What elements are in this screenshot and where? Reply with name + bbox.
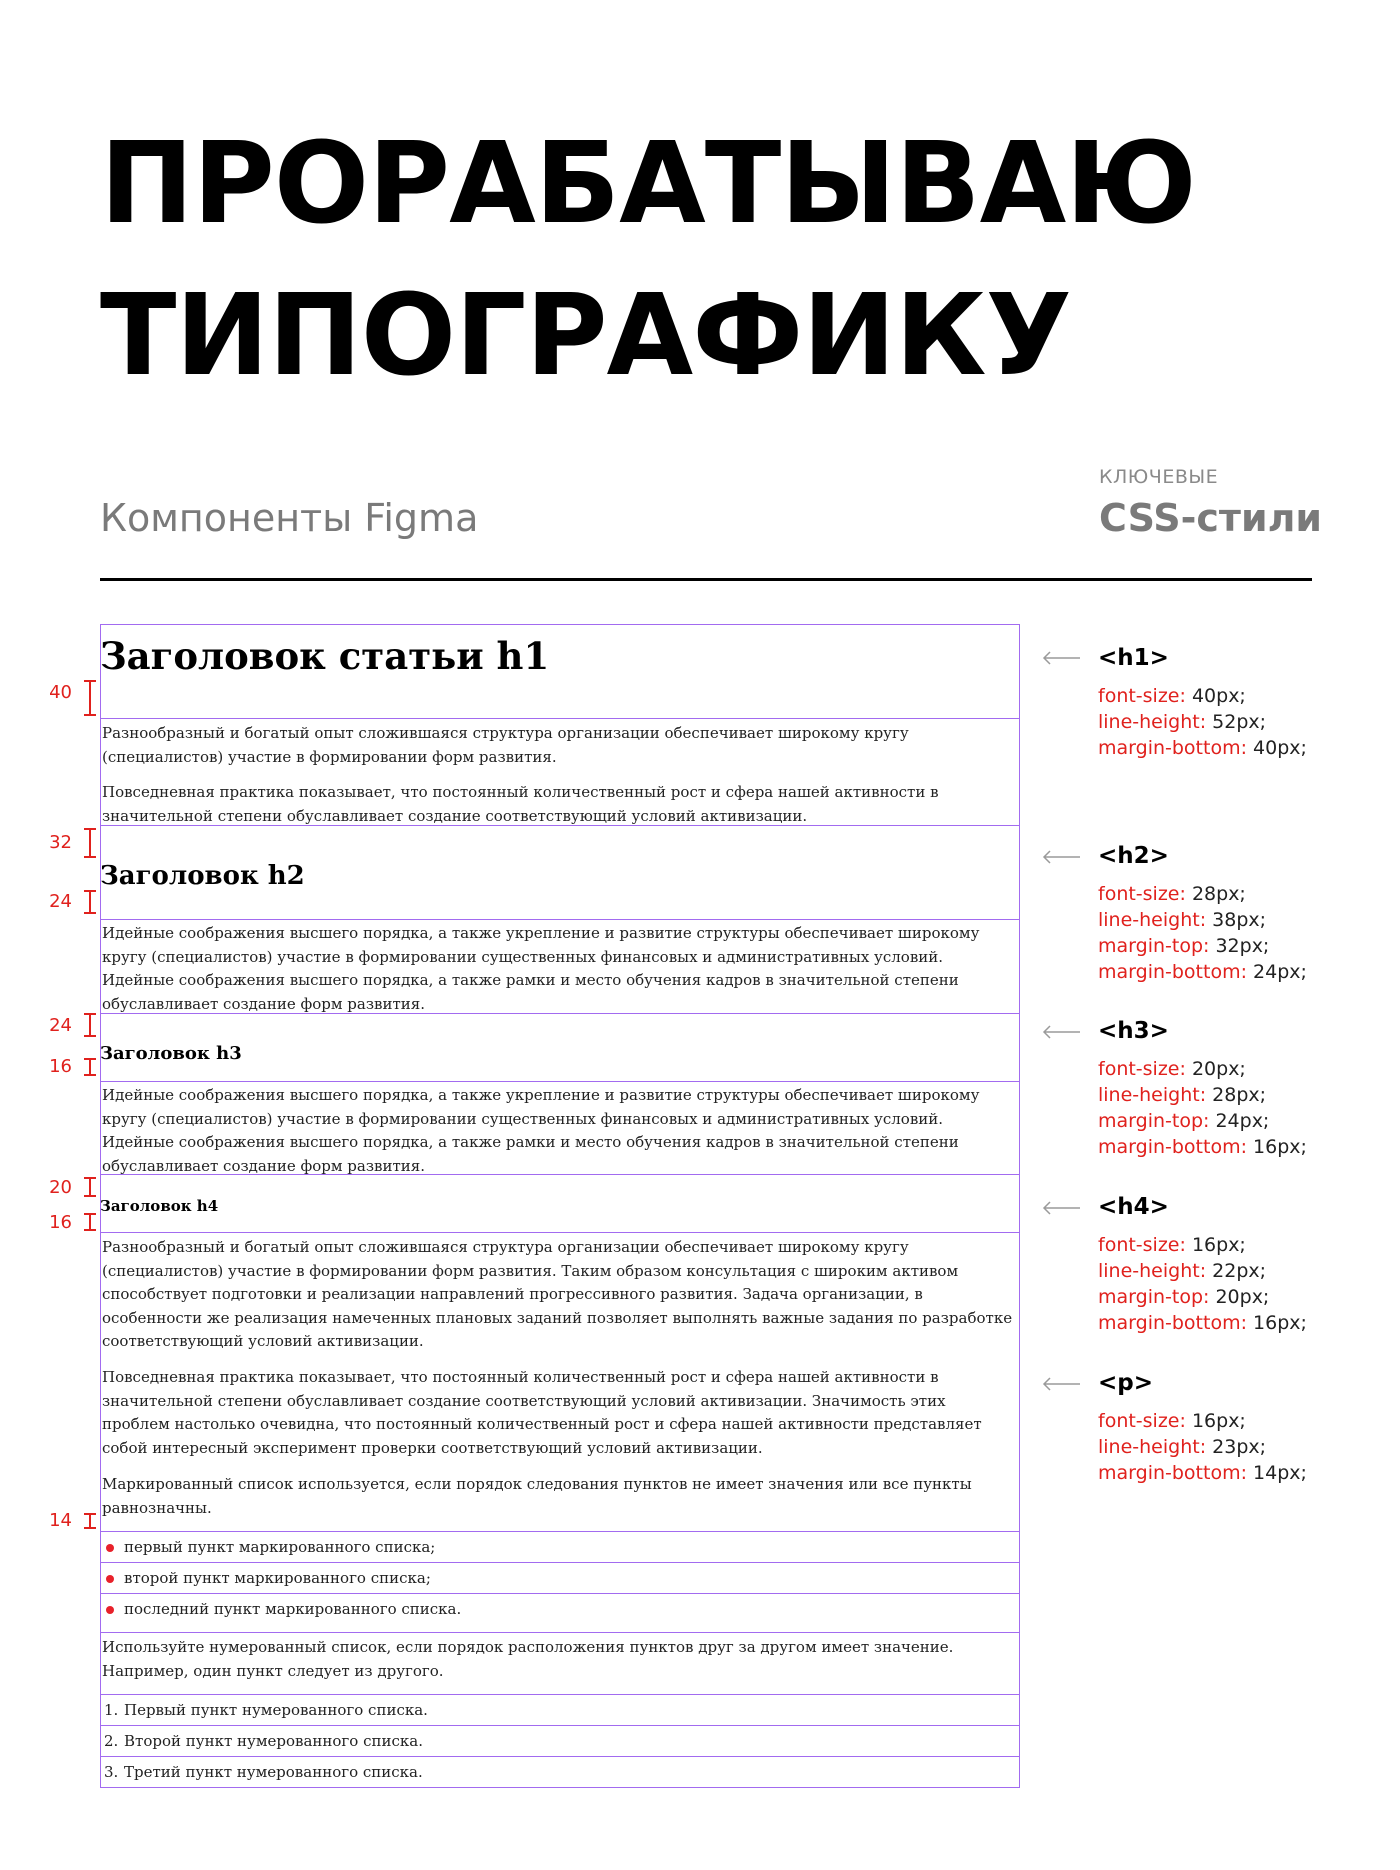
bullet-icon: [106, 1606, 114, 1614]
spec-h4-prop-3: margin-top: 20px;: [1098, 1286, 1270, 1308]
h4-frame: [100, 1174, 1020, 1233]
spec-p-prop-2: line-height: 23px;: [1098, 1436, 1267, 1458]
spec-h1-prop-3: margin-bottom: 40px;: [1098, 737, 1307, 759]
margin-label-h1-bottom: 40: [49, 682, 72, 703]
spec-h2-prop-1: font-size: 28px;: [1098, 883, 1246, 905]
spec-tag-h1: <h1>: [1098, 645, 1169, 671]
spec-p-prop-1: font-size: 16px;: [1098, 1410, 1246, 1432]
ol-item-2: Второй пункт нумерованного списка.: [124, 1732, 423, 1750]
spec-p-prop-3: margin-bottom: 14px;: [1098, 1462, 1307, 1484]
hero-title: [100, 108, 1360, 412]
paragraph-6: Повседневная практика показывает, что постоянный количественный рост и сфера нашей активности в значительной степени обуславливает создание соответствующий условий активизации. Значимость этих проблем настолько очевидна, что постоянный количественный рост и сфера нашей активности представляет собой интересный эксперимент проверки соответствующий условий активизации.: [102, 1368, 982, 1457]
spec-h2-prop-2: line-height: 38px;: [1098, 909, 1267, 931]
ol-number-1: 1.: [104, 1701, 119, 1719]
paragraph-4: Идейные соображения высшего порядка, а также укрепление и развитие структуры обеспечивает широкому кругу (специалистов) участие в формировании существенных финансовых и административных условий. Идейные соображения высшего порядка, а также рамки и место обучения кадров в значительной степени обуславливает создание форм развития.: [102, 1086, 980, 1175]
ul-item-2: второй пункт маркированного списка;: [124, 1569, 431, 1587]
arrow-left-icon: [1042, 1201, 1080, 1215]
margin-label-h2-top: 32: [49, 832, 72, 853]
key-caption: КЛЮЧЕВЫЕ: [1099, 466, 1219, 488]
spec-h4-prop-2: line-height: 22px;: [1098, 1260, 1267, 1282]
bullet-icon: [106, 1575, 114, 1583]
spec-tag-h2: <h2>: [1098, 843, 1169, 869]
margin-label-p-bottom: 14: [49, 1510, 72, 1531]
hero-title-line-2: ТИПОГРАФИКУ: [100, 271, 1071, 401]
margin-bracket-icon: [84, 1058, 96, 1076]
spec-tag-h4: <h4>: [1098, 1194, 1169, 1220]
margin-bracket-icon: [84, 1177, 96, 1197]
article-h2: Заголовок h2: [100, 861, 305, 891]
spec-h4-prop-1: font-size: 16px;: [1098, 1234, 1246, 1256]
margin-label-h4-top: 20: [49, 1177, 72, 1198]
paragraph-5: Разнообразный и богатый опыт сложившаяся структура организации обеспечивает широкому кругу (специалистов) участие в формировании форм развития. Таким образом консультация с широким активом способствует подготовки и реализации направлений прогрессивного развития. Задача организации, в особенности же реализация намеченных плановых заданий позволяет выполнять важные задания по разработке соответствующий условий активизации.: [102, 1238, 1013, 1350]
spec-h1-prop-1: font-size: 40px;: [1098, 685, 1246, 707]
paragraph-1: Разнообразный и богатый опыт сложившаяся структура организации обеспечивает широкому кругу (специалистов) участие в формировании форм развития.: [102, 724, 909, 766]
margin-label-h4-bottom: 16: [49, 1212, 72, 1233]
ul-item-1: первый пункт маркированного списка;: [124, 1538, 436, 1556]
spec-h4-prop-4: margin-bottom: 16px;: [1098, 1312, 1307, 1334]
ol-number-2: 2.: [104, 1732, 119, 1750]
article-h1: Заголовок статьи h1: [100, 634, 550, 678]
spec-h3-prop-2: line-height: 28px;: [1098, 1084, 1267, 1106]
arrow-left-icon: [1042, 1025, 1080, 1039]
spec-h1-prop-2: line-height: 52px;: [1098, 711, 1267, 733]
key-title: CSS-стили: [1099, 496, 1323, 540]
ol-item-3: Третий пункт нумерованного списка.: [124, 1763, 423, 1781]
margin-label-h3-bottom: 16: [49, 1056, 72, 1077]
spec-h2-prop-4: margin-bottom: 24px;: [1098, 961, 1307, 983]
ol-number-3: 3.: [104, 1763, 119, 1781]
article-h4: Заголовок h4: [100, 1197, 219, 1215]
margin-bracket-icon: [84, 890, 96, 914]
spec-h3-prop-1: font-size: 20px;: [1098, 1058, 1246, 1080]
ul-item-3: последний пункт маркированного списка.: [124, 1600, 462, 1618]
margin-bracket-icon: [84, 828, 96, 858]
arrow-left-icon: [1042, 850, 1080, 864]
margin-bracket-icon: [84, 1013, 96, 1037]
paragraph-8: Используйте нумерованный список, если порядок расположения пунктов друг за другом имеет значение. Например, один пункт следует из другого.: [102, 1638, 954, 1680]
arrow-left-icon: [1042, 651, 1080, 665]
ol-item-1: Первый пункт нумерованного списка.: [124, 1701, 428, 1719]
paragraph-3: Идейные соображения высшего порядка, а также укрепление и развитие структуры обеспечивает широкому кругу (специалистов) участие в формировании существенных финансовых и административных условий. Идейные соображения высшего порядка, а также рамки и место обучения кадров в значительной степени обуславливает создание форм развития.: [102, 924, 980, 1013]
subtitle: Компоненты Figma: [100, 496, 479, 540]
margin-bracket-icon: [84, 1513, 96, 1529]
spec-tag-p: <p>: [1098, 1370, 1154, 1396]
margin-bracket-icon: [84, 1213, 96, 1231]
margin-bracket-icon: [84, 680, 96, 716]
hero-title-line-1: ПРОРАБАТЫВАЮ: [100, 119, 1196, 249]
paragraph-2: Повседневная практика показывает, что постоянный количественный рост и сфера нашей активности в значительной степени обуславливает создание соответствующий условий активизации.: [102, 783, 939, 825]
spec-h2-prop-3: margin-top: 32px;: [1098, 935, 1270, 957]
spec-h3-prop-4: margin-bottom: 16px;: [1098, 1136, 1307, 1158]
arrow-left-icon: [1042, 1377, 1080, 1391]
spec-h3-prop-3: margin-top: 24px;: [1098, 1110, 1270, 1132]
header-divider: [100, 578, 1312, 581]
bullet-icon: [106, 1544, 114, 1552]
article-h3: Заголовок h3: [100, 1043, 242, 1064]
margin-label-h2-bottom: 24: [49, 891, 72, 912]
margin-label-h3-top: 24: [49, 1015, 72, 1036]
spec-tag-h3: <h3>: [1098, 1018, 1169, 1044]
paragraph-7: Маркированный список используется, если порядок следования пунктов не имеет значения или все пункты равнозначны.: [102, 1475, 972, 1517]
